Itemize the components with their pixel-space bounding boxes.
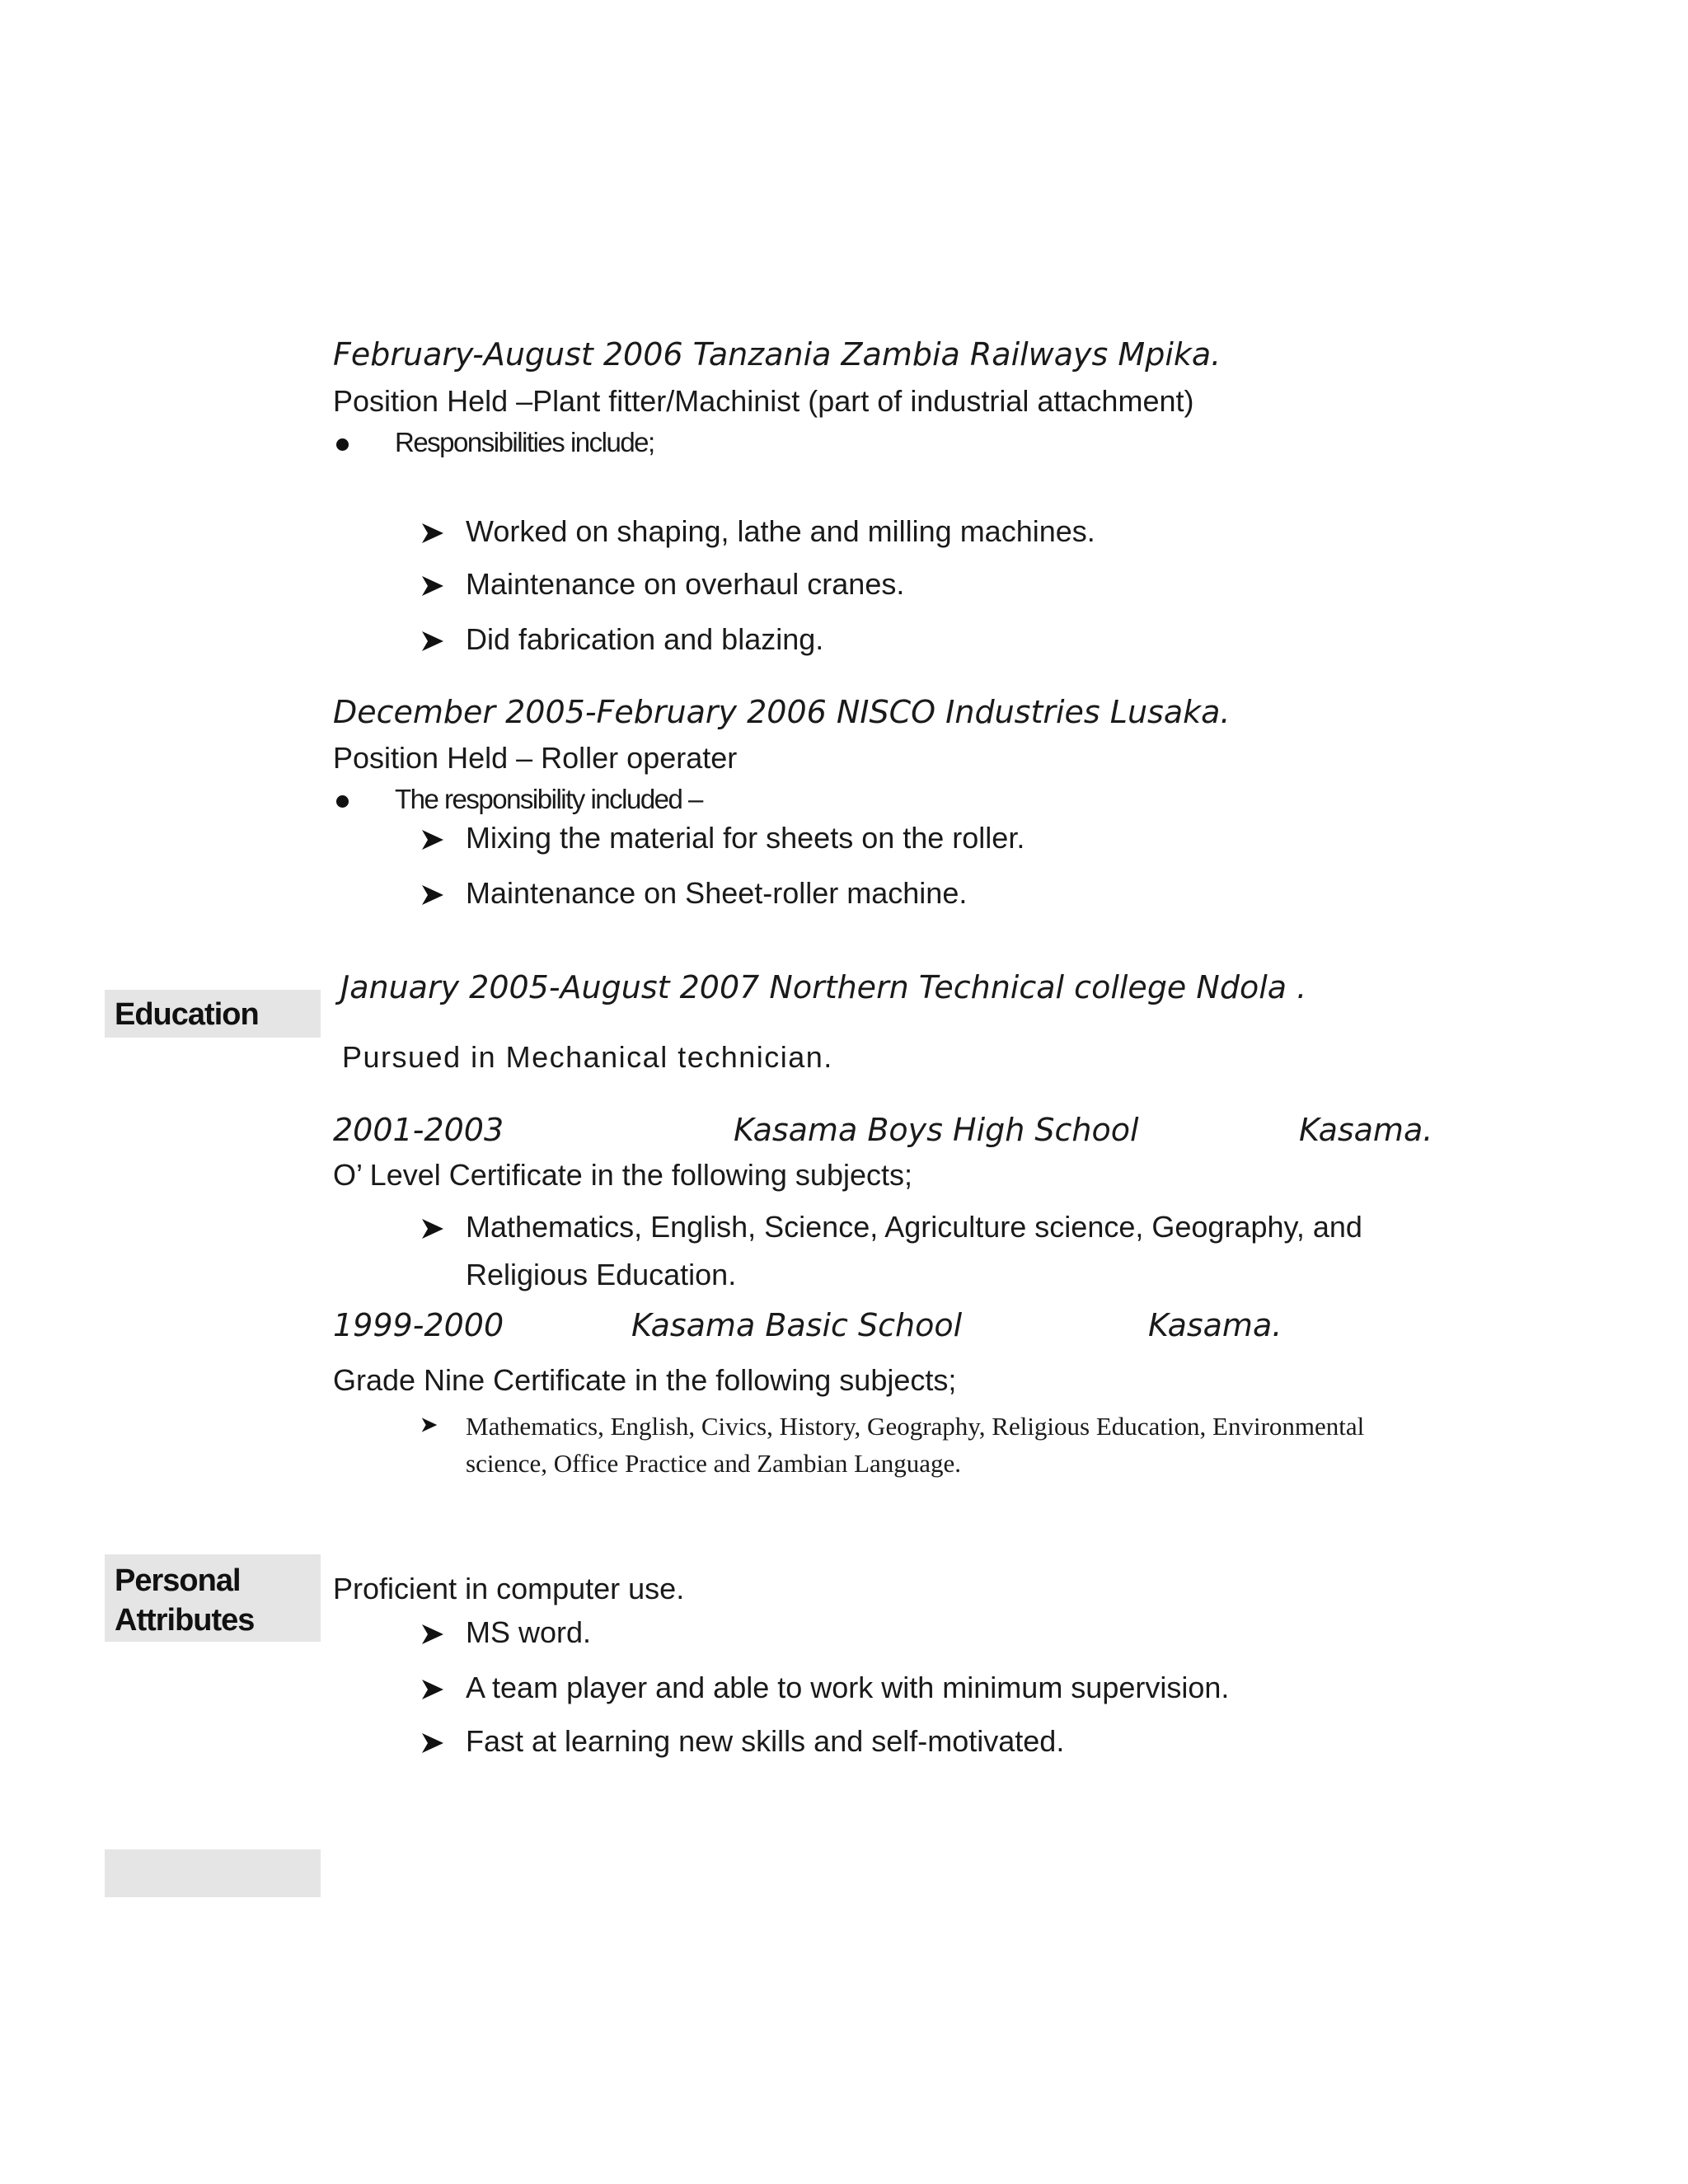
high-school-town: Kasama.: [1299, 1112, 1433, 1148]
job-2-item: Mixing the material for sheets on the roller.: [466, 821, 1025, 855]
job-2-heading: December 2005-February 2006 NISCO Industries Lusaka.: [333, 694, 1231, 730]
arrow-bullet-icon: [420, 1732, 445, 1755]
personal-intro: Proficient in computer use.: [333, 1572, 685, 1605]
job-1-item: Did fabrication and blazing.: [466, 622, 824, 656]
job-2-item: Maintenance on Sheet-roller machine.: [466, 876, 968, 910]
arrow-bullet-icon: [420, 1623, 445, 1646]
personal-item: Fast at learning new skills and self-motivated.: [466, 1724, 1065, 1758]
bullet-icon: [336, 795, 349, 808]
arrow-bullet-icon: [420, 883, 445, 907]
personal-item: A team player and able to work with minimum supervision.: [466, 1671, 1230, 1704]
job-2-responsibilities-label: The responsibility included –: [395, 784, 702, 814]
high-school-subjects-cont: Religious Education.: [466, 1258, 737, 1291]
basic-school-name: Kasama Basic School: [631, 1307, 963, 1343]
empty-section-label-box: [105, 1849, 321, 1897]
job-1-position: Position Held –Plant fitter/Machinist (part of industrial attachment): [333, 384, 1194, 418]
personal-item: MS word.: [466, 1615, 592, 1649]
college-detail: Pursued in Mechanical technician.: [342, 1040, 833, 1074]
job-2-position: Position Held – Roller operater: [333, 741, 738, 775]
high-school-subjects: Mathematics, English, Science, Agriculture science, Geography, and: [466, 1210, 1362, 1244]
high-school-certificate: O’ Level Certificate in the following subjects;: [333, 1158, 913, 1192]
bullet-icon: [336, 438, 349, 451]
job-1-responsibilities-label: Responsibilities include;: [395, 427, 654, 457]
college-heading: January 2005-August 2007 Northern Technical college Ndola .: [340, 969, 1307, 1005]
job-1-item: Maintenance on overhaul cranes.: [466, 567, 905, 601]
basic-school-subjects: Mathematics, English, Civics, History, Geography, Religious Education, Environmental: [466, 1412, 1365, 1441]
basic-school-years: 1999-2000: [333, 1307, 504, 1343]
arrow-bullet-icon: [420, 522, 445, 545]
personal-label-line: Personal: [115, 1563, 241, 1598]
arrow-bullet-icon: [420, 1217, 445, 1240]
arrow-bullet-icon: [420, 630, 445, 653]
education-label: Education: [115, 997, 259, 1032]
arrow-bullet-icon: [420, 1678, 445, 1701]
basic-school-town: Kasama.: [1148, 1307, 1282, 1343]
arrow-bullet-icon: [420, 828, 445, 851]
job-1-item: Worked on shaping, lathe and milling machines.: [466, 514, 1095, 548]
job-1-heading: February-August 2006 Tanzania Zambia Railways Mpika.: [333, 336, 1221, 373]
personal-label-line: Attributes: [115, 1603, 255, 1638]
high-school-years: 2001-2003: [333, 1112, 504, 1148]
arrow-bullet-icon: [420, 574, 445, 598]
basic-school-subjects-cont: science, Office Practice and Zambian Language.: [466, 1449, 962, 1478]
personal-attributes-label: [115, 1561, 254, 1640]
high-school-name: Kasama Boys High School: [734, 1112, 1139, 1148]
basic-school-certificate: Grade Nine Certificate in the following subjects;: [333, 1363, 957, 1397]
arrow-bullet-icon: [420, 1417, 438, 1433]
